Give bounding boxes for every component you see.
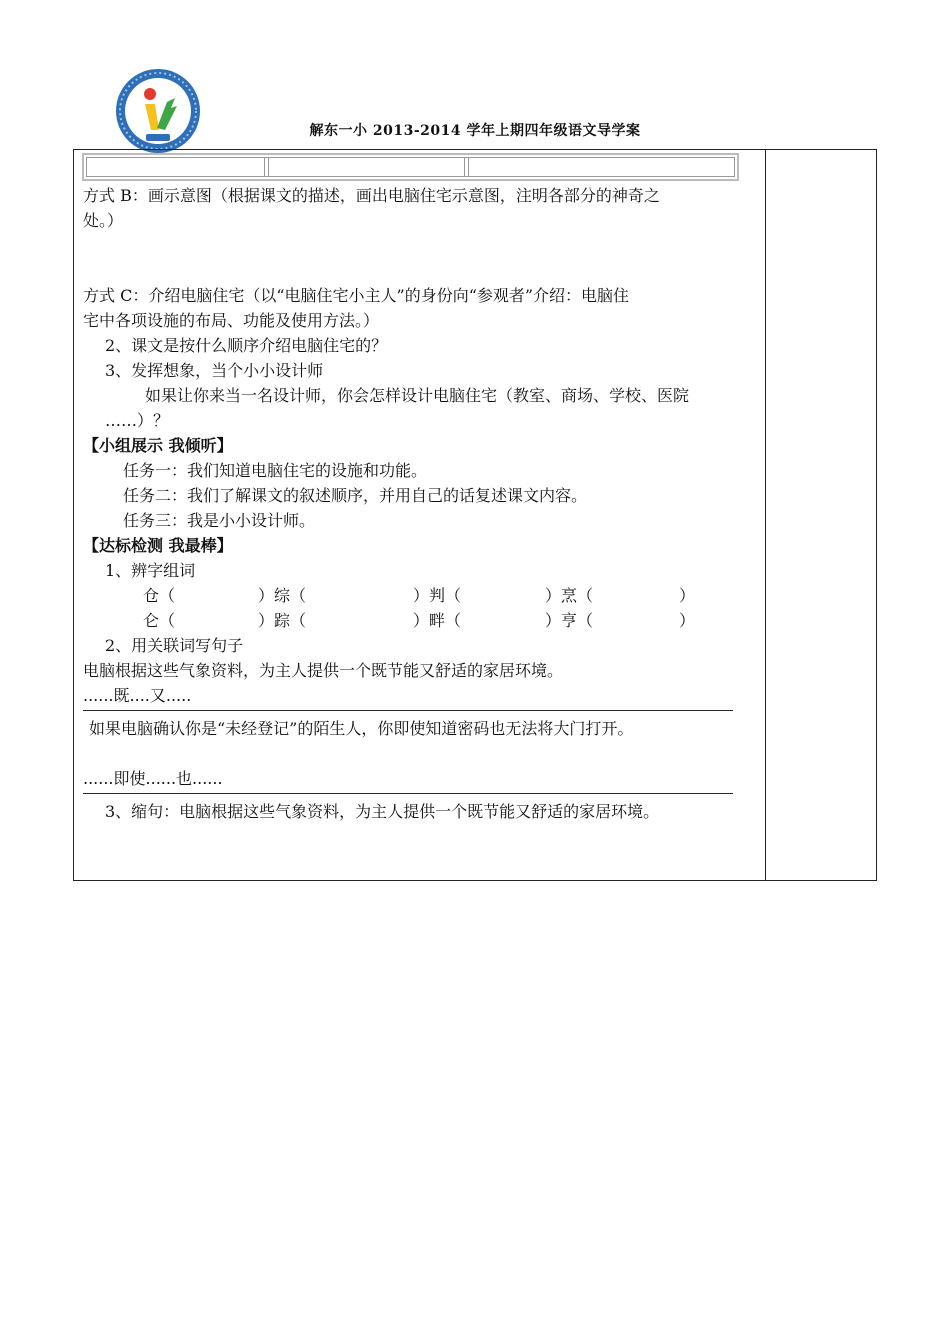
pattern-hint: ......既....又..... [83, 686, 192, 705]
char-blank: ） [679, 586, 696, 605]
content-table [73, 149, 877, 881]
embedded-table-fragment [82, 153, 739, 181]
example-sentence: 电脑根据这些气象资料，为主人提供一个既节能又舒适的家居环境。 [83, 661, 564, 680]
char-blank: ） [679, 611, 696, 630]
exercise-3: 3、缩句：电脑根据这些气象资料，为主人提供一个既节能又舒适的家居环境。 [105, 802, 660, 821]
question-2: 2、课文是按什么顺序介绍电脑住宅的？ [105, 336, 388, 355]
char-blank: ）畔（ [413, 611, 462, 630]
exercise-2: 2、用关联词写句子 [105, 636, 244, 655]
question-3-detail: 如果让你来当一名设计师，你会怎样设计电脑住宅（教室、商场、学校、医院 [145, 386, 690, 405]
char-blank: ）烹（ [545, 586, 594, 605]
example-sentence: 如果电脑确认你是“未经登记”的陌生人，你即使知道密码也无法将大门打开。 [89, 719, 634, 738]
task-item: 任务二：我们了解课文的叙述顺序，并用自己的话复述课文内容。 [123, 486, 588, 505]
char-compare-row [83, 583, 759, 608]
section-heading-group: 【小组展示 我倾听】 [83, 436, 233, 455]
answer-line [83, 710, 733, 711]
method-c-line: 方式 C：介绍电脑住宅（以“电脑住宅小主人”的身份向“参观者”介绍：电脑住 [83, 286, 630, 305]
method-b-line: 处。） [83, 211, 124, 230]
method-c-line: 宅中各项设施的布局、功能及使用方法。） [83, 311, 380, 330]
method-b-line: 方式 B：画示意图（根据课文的描述，画出电脑住宅示意图，注明各部分的神奇之 [83, 186, 660, 205]
char-blank: 仑（ [143, 611, 176, 630]
question-3-detail: ……）？ [105, 411, 170, 430]
document-title: 解东一小 2013-2014 学年上期四年级语文导学案 [309, 123, 641, 139]
char-blank: ）判（ [413, 586, 462, 605]
answer-line [83, 793, 733, 794]
char-blank: ）综（ [258, 586, 307, 605]
exercise-1: 1、辨字组词 [105, 561, 196, 580]
school-logo [115, 68, 201, 154]
char-blank: ）踪（ [258, 611, 307, 630]
pattern-hint: ......即使......也...... [83, 769, 223, 788]
table-column-divider [765, 150, 766, 880]
lesson-content [83, 183, 759, 824]
question-3: 3、发挥想象，当个小小设计师 [105, 361, 324, 380]
char-blank: ）亨（ [545, 611, 594, 630]
section-heading-test: 【达标检测 我最棒】 [83, 536, 233, 555]
char-blank: 仓（ [143, 586, 176, 605]
task-item: 任务三：我是小小设计师。 [123, 511, 316, 530]
task-item: 任务一：我们知道电脑住宅的设施和功能。 [123, 461, 428, 480]
char-compare-row [83, 608, 759, 633]
